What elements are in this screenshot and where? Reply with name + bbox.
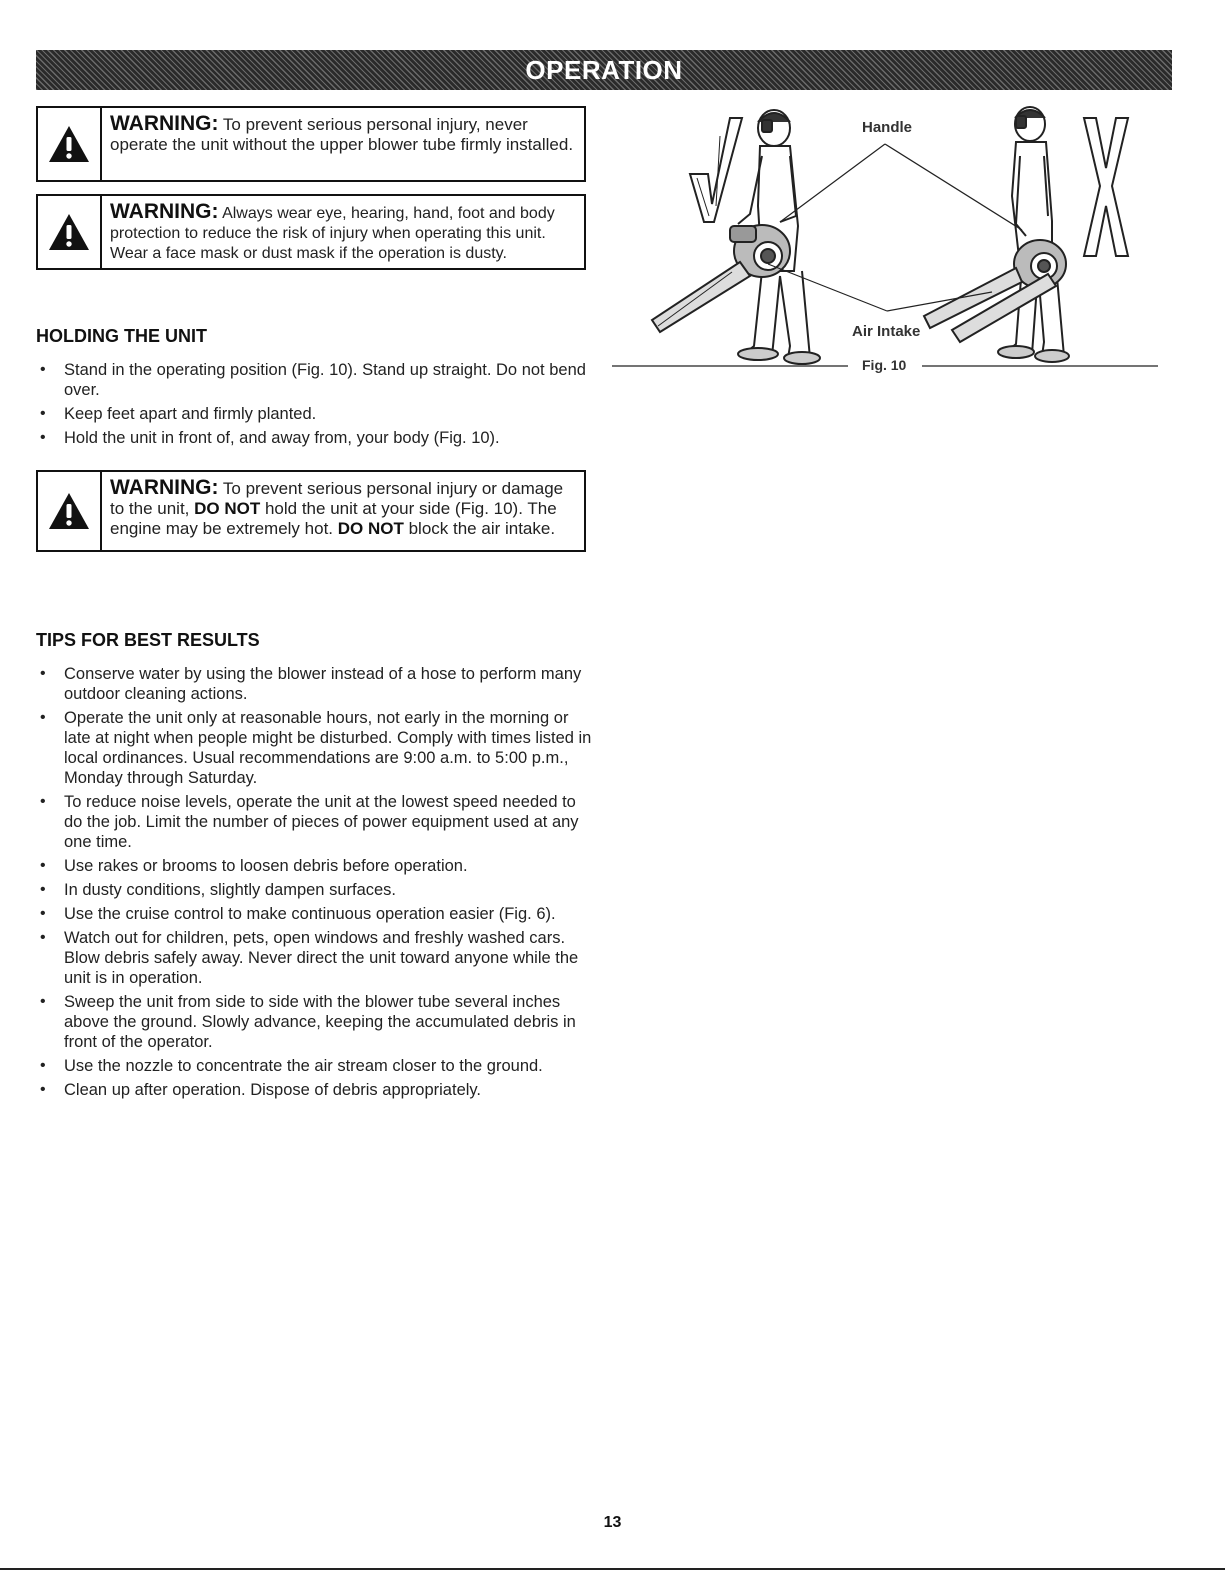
warning-text [102, 108, 584, 180]
warning-label: WARNING: [110, 112, 219, 135]
warning-body: Always wear eye, hearing, hand, foot and body protection to reduce the risk of injury when operating this unit. Wear a face mask or dust mask if the operation is dusty. [110, 205, 555, 262]
list-item: • Hold the unit in front of, and away from, your body (Fig. 10). [36, 428, 592, 448]
list-item: • Use rakes or brooms to loosen debris before operation. [36, 856, 592, 876]
figure-caption: Fig. 10 [862, 357, 907, 373]
air-intake-label: Air Intake [852, 323, 921, 340]
list-item: • In dusty conditions, slightly dampen surfaces. [36, 880, 592, 900]
list-item: • To reduce noise levels, operate the unit at the lowest speed needed to do the job. Limit the number of pieces of power equipment used at any one time. [36, 792, 592, 852]
warning-triangle-icon [47, 491, 91, 531]
warning-icon-cell [38, 108, 102, 180]
warning-text [102, 196, 584, 268]
list-item: • Operate the unit only at reasonable hours, not early in the morning or late at night when people might be disturbed. Comply with times listed in local ordinances. Usual recommendations are 9:00 a.m. to 5:00 p.m., Monday through Saturday. [36, 708, 592, 788]
figure-10 [612, 96, 1172, 386]
warning-triangle-icon [47, 212, 91, 252]
bottom-rule [0, 1568, 1225, 1570]
warning-box-protection [36, 194, 586, 270]
warning-box-side [36, 470, 586, 552]
warning-body-part: block the air intake. [408, 519, 556, 538]
warning-icon-cell [38, 196, 102, 268]
list-item: • Clean up after operation. Dispose of debris appropriately. [36, 1080, 592, 1100]
list-item: • Use the nozzle to concentrate the air stream closer to the ground. [36, 1056, 592, 1076]
blower-operator-illustration [612, 96, 1172, 386]
section-title: OPERATION [525, 54, 683, 85]
warning-icon-cell [38, 472, 102, 550]
tips-heading: TIPS FOR BEST RESULTS [36, 630, 260, 650]
warning-emphasis: DO NOT [194, 499, 261, 518]
operator-correct [652, 110, 820, 364]
list-item: • Use the cruise control to make continuous operation easier (Fig. 6). [36, 904, 592, 924]
warning-label: WARNING: [110, 200, 219, 223]
warning-triangle-icon [47, 124, 91, 164]
page-number: 13 [603, 1514, 622, 1531]
list-item: • Stand in the operating position (Fig. 10). Stand up straight. Do not bend over. [36, 360, 592, 400]
holding-list [36, 360, 592, 452]
warning-body-part: hold the unit at your side (Fig. 10). The engine may be extremely hot. [110, 499, 557, 538]
warning-text [102, 472, 584, 550]
list-item: • Sweep the unit from side to side with the blower tube several inches above the ground. Slowly advance, keeping the accumulated debris in front of the operator. [36, 992, 592, 1052]
warning-box-tube [36, 106, 586, 182]
handle-label: Handle [862, 119, 913, 136]
warning-emphasis: DO NOT [337, 519, 404, 538]
check-mark-icon [690, 118, 742, 222]
warning-body-part: To prevent serious personal injury or damage to the unit, [110, 479, 564, 518]
x-mark-icon [1084, 118, 1128, 256]
tips-list [36, 664, 592, 1104]
list-item: • Watch out for children, pets, open windows and freshly washed cars. Blow debris safely away. Never direct the unit toward anyone while the unit is in operation. [36, 928, 592, 988]
list-item: • Keep feet apart and firmly planted. [36, 404, 592, 424]
operator-incorrect [924, 107, 1069, 362]
holding-heading: HOLDING THE UNIT [36, 326, 207, 346]
list-item: • Conserve water by using the blower instead of a hose to perform many outdoor cleaning actions. [36, 664, 592, 704]
warning-body: To prevent serious personal injury, never operate the unit without the upper blower tube firmly installed. [110, 115, 574, 154]
section-banner [36, 50, 1172, 90]
warning-label: WARNING: [110, 476, 219, 499]
